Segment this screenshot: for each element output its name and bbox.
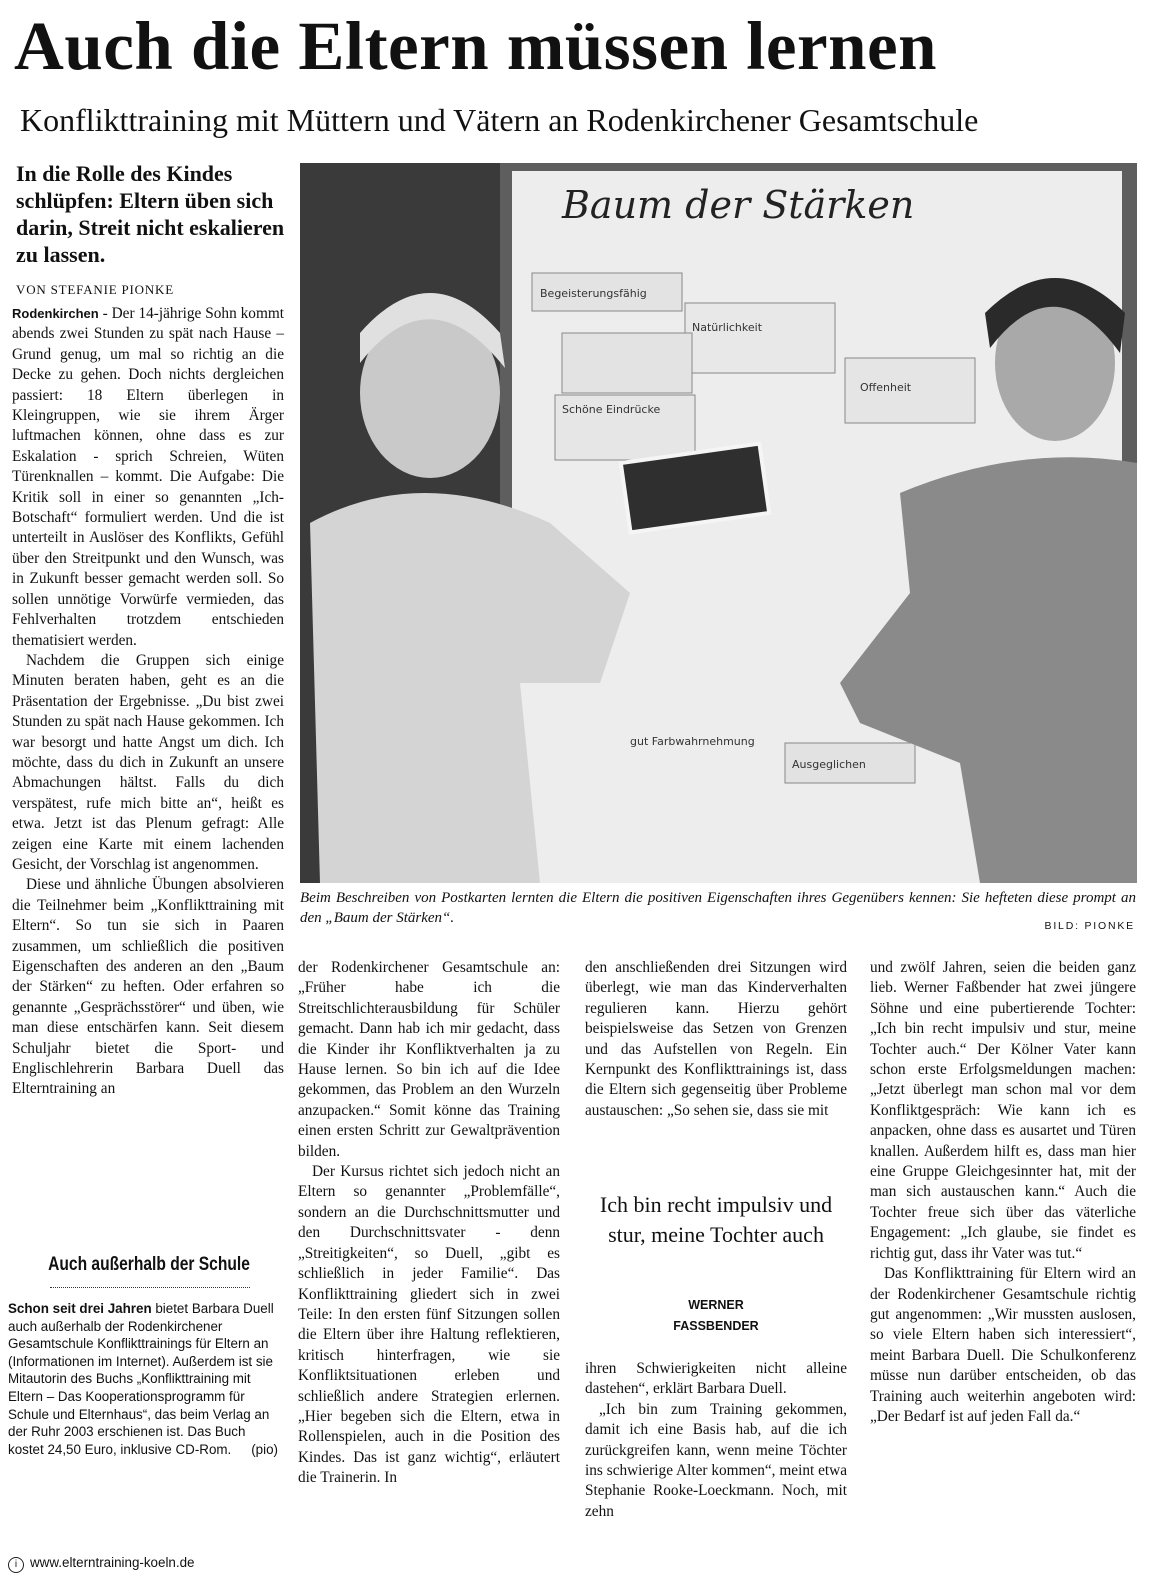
card-text: gut Farbwahrnehmung bbox=[630, 735, 755, 748]
card-text: Ausgeglichen bbox=[792, 758, 866, 771]
author-first-name: WERNER bbox=[688, 1298, 744, 1312]
paragraph: „Ich bin zum Training gekommen, damit ich eine Basis hab, auf die ich zurückgreifen kann, wenn meine Töchter ins schwierige Alter kommen“, meint etwa Stephanie Rooke-Loeckmann. Noch, mit zehn bbox=[585, 1400, 847, 1520]
subheadline: Konflikttraining mit Müttern und Vätern an Rodenkirchener Gesamtschule bbox=[20, 102, 979, 138]
photo-caption: Beim Beschreiben von Postkarten lernten die Eltern die positiven Eigenschaften ihres Gegenübers kennen: Sie hefteten diese prompt an den „Baum der Stärken“. bbox=[300, 890, 1136, 926]
info-box-title: Auch außerhalb der Schule bbox=[48, 1254, 250, 1275]
card-text: Begeisterungsfähig bbox=[540, 287, 647, 300]
photo-illustration bbox=[300, 163, 1137, 883]
paragraph: Der Kursus richtet sich jedoch nicht an Eltern so genannter „Problemfälle“, sondern an die Durchschnittsmutter und den Durchschnittsvater - denn „Streitigkeiten“, so Duell, „gibt es schließlich in jeder Familie“. Das Konflikttraining gliedert sich in zwei Teile: In den ersten fünf Sitzungen sollen die Eltern über ihre Haltung reflektieren, kritisch hinterfragen, wie sie Konfliktsituationen erleben und schließlich andere Strategien erlernen. „Hier begeben sich die Eltern, etwa in Rollenspielen, auch in die Position des Kindes. Das ist ganz wichtig“, erläutert die Trainerin. In bbox=[298, 1163, 560, 1487]
paragraph: der Rodenkirchener Gesamtschule an: „Früher habe ich die Streitschlichterausbildung für Schüler gemacht. Dann hab ich mir gedacht, dass die Kinder ihr Konfliktverhalten ja zu Hause lernen. So bin ich auf die Idee gekommen, das Problem an den Wurzeln anzupacken.“ Somit könne das Training einen ersten Schritt zur Gewaltprävention bilden. bbox=[298, 959, 560, 1160]
paragraph: Nachdem die Gruppen sich einige Minuten beraten haben, geht es an die Präsentation der Ergebnisse. „Du bist zwei Stunden zu spät nach Hause gekommen. Ich war besorgt und hatte Angst um dich. Ich möchte, dass du dich in Zukunft an unsere Abmachungen hältst. Falls du dich verspätest, rufe mich bitte an“, heißt es etwa. Jetzt ist das Plenum gefragt: Alle zeigen eine Karte mit einem lachenden Gesicht, der Vorschlag ist angenommen. bbox=[12, 651, 284, 873]
author-last-name: FASSBENDER bbox=[673, 1319, 759, 1333]
paragraph: den anschließenden drei Sitzungen wird überlegt, wie man das Kinderverhalten regulieren kann. Hierzu gehört beispielsweise das Setzen von Grenzen und das Aufstellen von Regeln. Ein Kernpunkt des Konflikttrainings ist, dass die Eltern sich gegenseitig über Probleme austauschen: „So sehen sie, dass sie mit bbox=[585, 959, 847, 1119]
info-box-text bbox=[8, 1300, 278, 1458]
card-text: Offenheit bbox=[860, 381, 912, 394]
article-column-4 bbox=[870, 958, 1136, 1427]
author-signature: (pio) bbox=[251, 1441, 278, 1457]
byline: VON STEFANIE PIONKE bbox=[16, 282, 174, 297]
article-column-1 bbox=[12, 304, 284, 1100]
paragraph: und zwölf Jahren, seien die beiden ganz lieb. Werner Faßbender hat zwei jüngere Söhne und eine pubertierende Tochter: „Ich bin recht impulsiv und stur, meine Tochter auch.“ Der Kölner Vater kann schon erste Erfolgsmeldungen machen: „Jetzt überlegt man schon mal vor dem Konfliktgespräch: Wie kann ich es anpacken, ohne dass es ausartet und Türen knallen. Außerdem hilft es, dass man hier eine Gruppe Gleichgesinnter hat, mit der man sich austauschen kann.“ Auch die Tochter freue sich über das väterliche Engagement: „Ich glaube, sie findet es richtig gut, dass ihr Vater was tut.“ bbox=[870, 959, 1136, 1262]
card-text: Schöne Eindrücke bbox=[562, 403, 661, 416]
headline: Auch die Eltern müssen lernen bbox=[14, 8, 938, 84]
article-column-3-continued bbox=[585, 1359, 847, 1522]
paragraph: Diese und ähnliche Übungen absolvieren die Teilnehmer beim „Konflikttraining mit Eltern“. So tun sie sich in Paaren zusammen, um schließlich die positiven Eigenschaften des anderen an den „Baum der Stärken“ zu heften. Oder erfahren so genannte „Gesprächsstörer“ und üben, wie man diese entschärfen kann. Seit diesem Schuljahr bietet die Sport- und Englischlehrerin Barbara Duell das Elterntraining an bbox=[12, 876, 284, 1098]
card-text: Natürlichkeit bbox=[692, 321, 763, 334]
paragraph-text: - Der 14-jährige Sohn kommt abends zwei Stunden zu spät nach Hause – Grund genug, um mal so richtig an die Decke zu gehen. Doch nichts dergleichen passiert: 18 Eltern überlegen in Kleingruppen, wie sie ihrem Ärger luftmachen können, ohne dass es zur Eskalation - sprich Schreien, Wüten Türenknallen – kommt. Die Aufgabe: Die Kritik soll in einer so genannten „Ich-Botschaft“ formuliert werden. Und die ist unterteilt in Auslöser des Konflikts, Gefühl über den Streitpunkt und den Wunsch, was in Zukunft besser gemacht werden soll. So sollen unnötige Vorwürfe vermieden, das Fehlverhalten trotzdem entschieden thematisiert werden. bbox=[12, 305, 284, 649]
website-url[interactable]: www.elterntraining-koeln.de bbox=[30, 1555, 195, 1570]
lead-paragraph: In die Rolle des Kindes schlüpfen: Eltern üben sich darin, Streit nicht eskalieren zu lassen. bbox=[16, 161, 285, 267]
paragraph bbox=[12, 304, 284, 651]
dateline: Rodenkirchen bbox=[12, 306, 99, 321]
article-column-2 bbox=[298, 958, 560, 1489]
board-heading: Baum der Stärken bbox=[562, 183, 915, 227]
article-column-3 bbox=[585, 958, 847, 1121]
paragraph: Das Konflikttraining für Eltern wird an der Rodenkirchener Gesamtschule richtig gut angenommen: „Wir mussten auslosen, so viele Eltern haben sich interessiert“, meint Barbara Duell. Die Schulkonferenz müsse nun darüber entscheiden, ob das Training auch weiterhin angeboten wird: „Der Bedarf ist auf jeden Fall da.“ bbox=[870, 1265, 1136, 1425]
paragraph: ihren Schwierigkeiten nicht alleine dastehen“, erklärt Barbara Duell. bbox=[585, 1360, 847, 1398]
info-box-divider bbox=[50, 1287, 250, 1288]
photo-credit: BILD: PIONKE bbox=[1044, 920, 1135, 932]
info-icon: i bbox=[8, 1557, 24, 1573]
article-photo bbox=[300, 163, 1137, 883]
pull-quote-author bbox=[585, 1295, 847, 1337]
info-box-link[interactable] bbox=[8, 1554, 278, 1573]
info-box-body: bietet Barbara Duell auch außerhalb der Rodenkirchener Gesamtschule Konflikttrainings für Eltern an (Informationen im Internet). Außerdem ist sie Mitautorin des Buchs „Konflikttraining mit Eltern – Das Kooperationsprogramm für Schule und Elternhaus“, das beim Verlag an der Ruhr 2003 erschienen ist. Das Buch kostet 24,50 Euro, inklusive CD-Rom. bbox=[8, 1301, 274, 1457]
info-box-kicker: Schon seit drei Jahren bbox=[8, 1301, 152, 1316]
pull-quote: Ich bin recht impulsiv und stur, meine Tochter auch bbox=[599, 1192, 833, 1247]
